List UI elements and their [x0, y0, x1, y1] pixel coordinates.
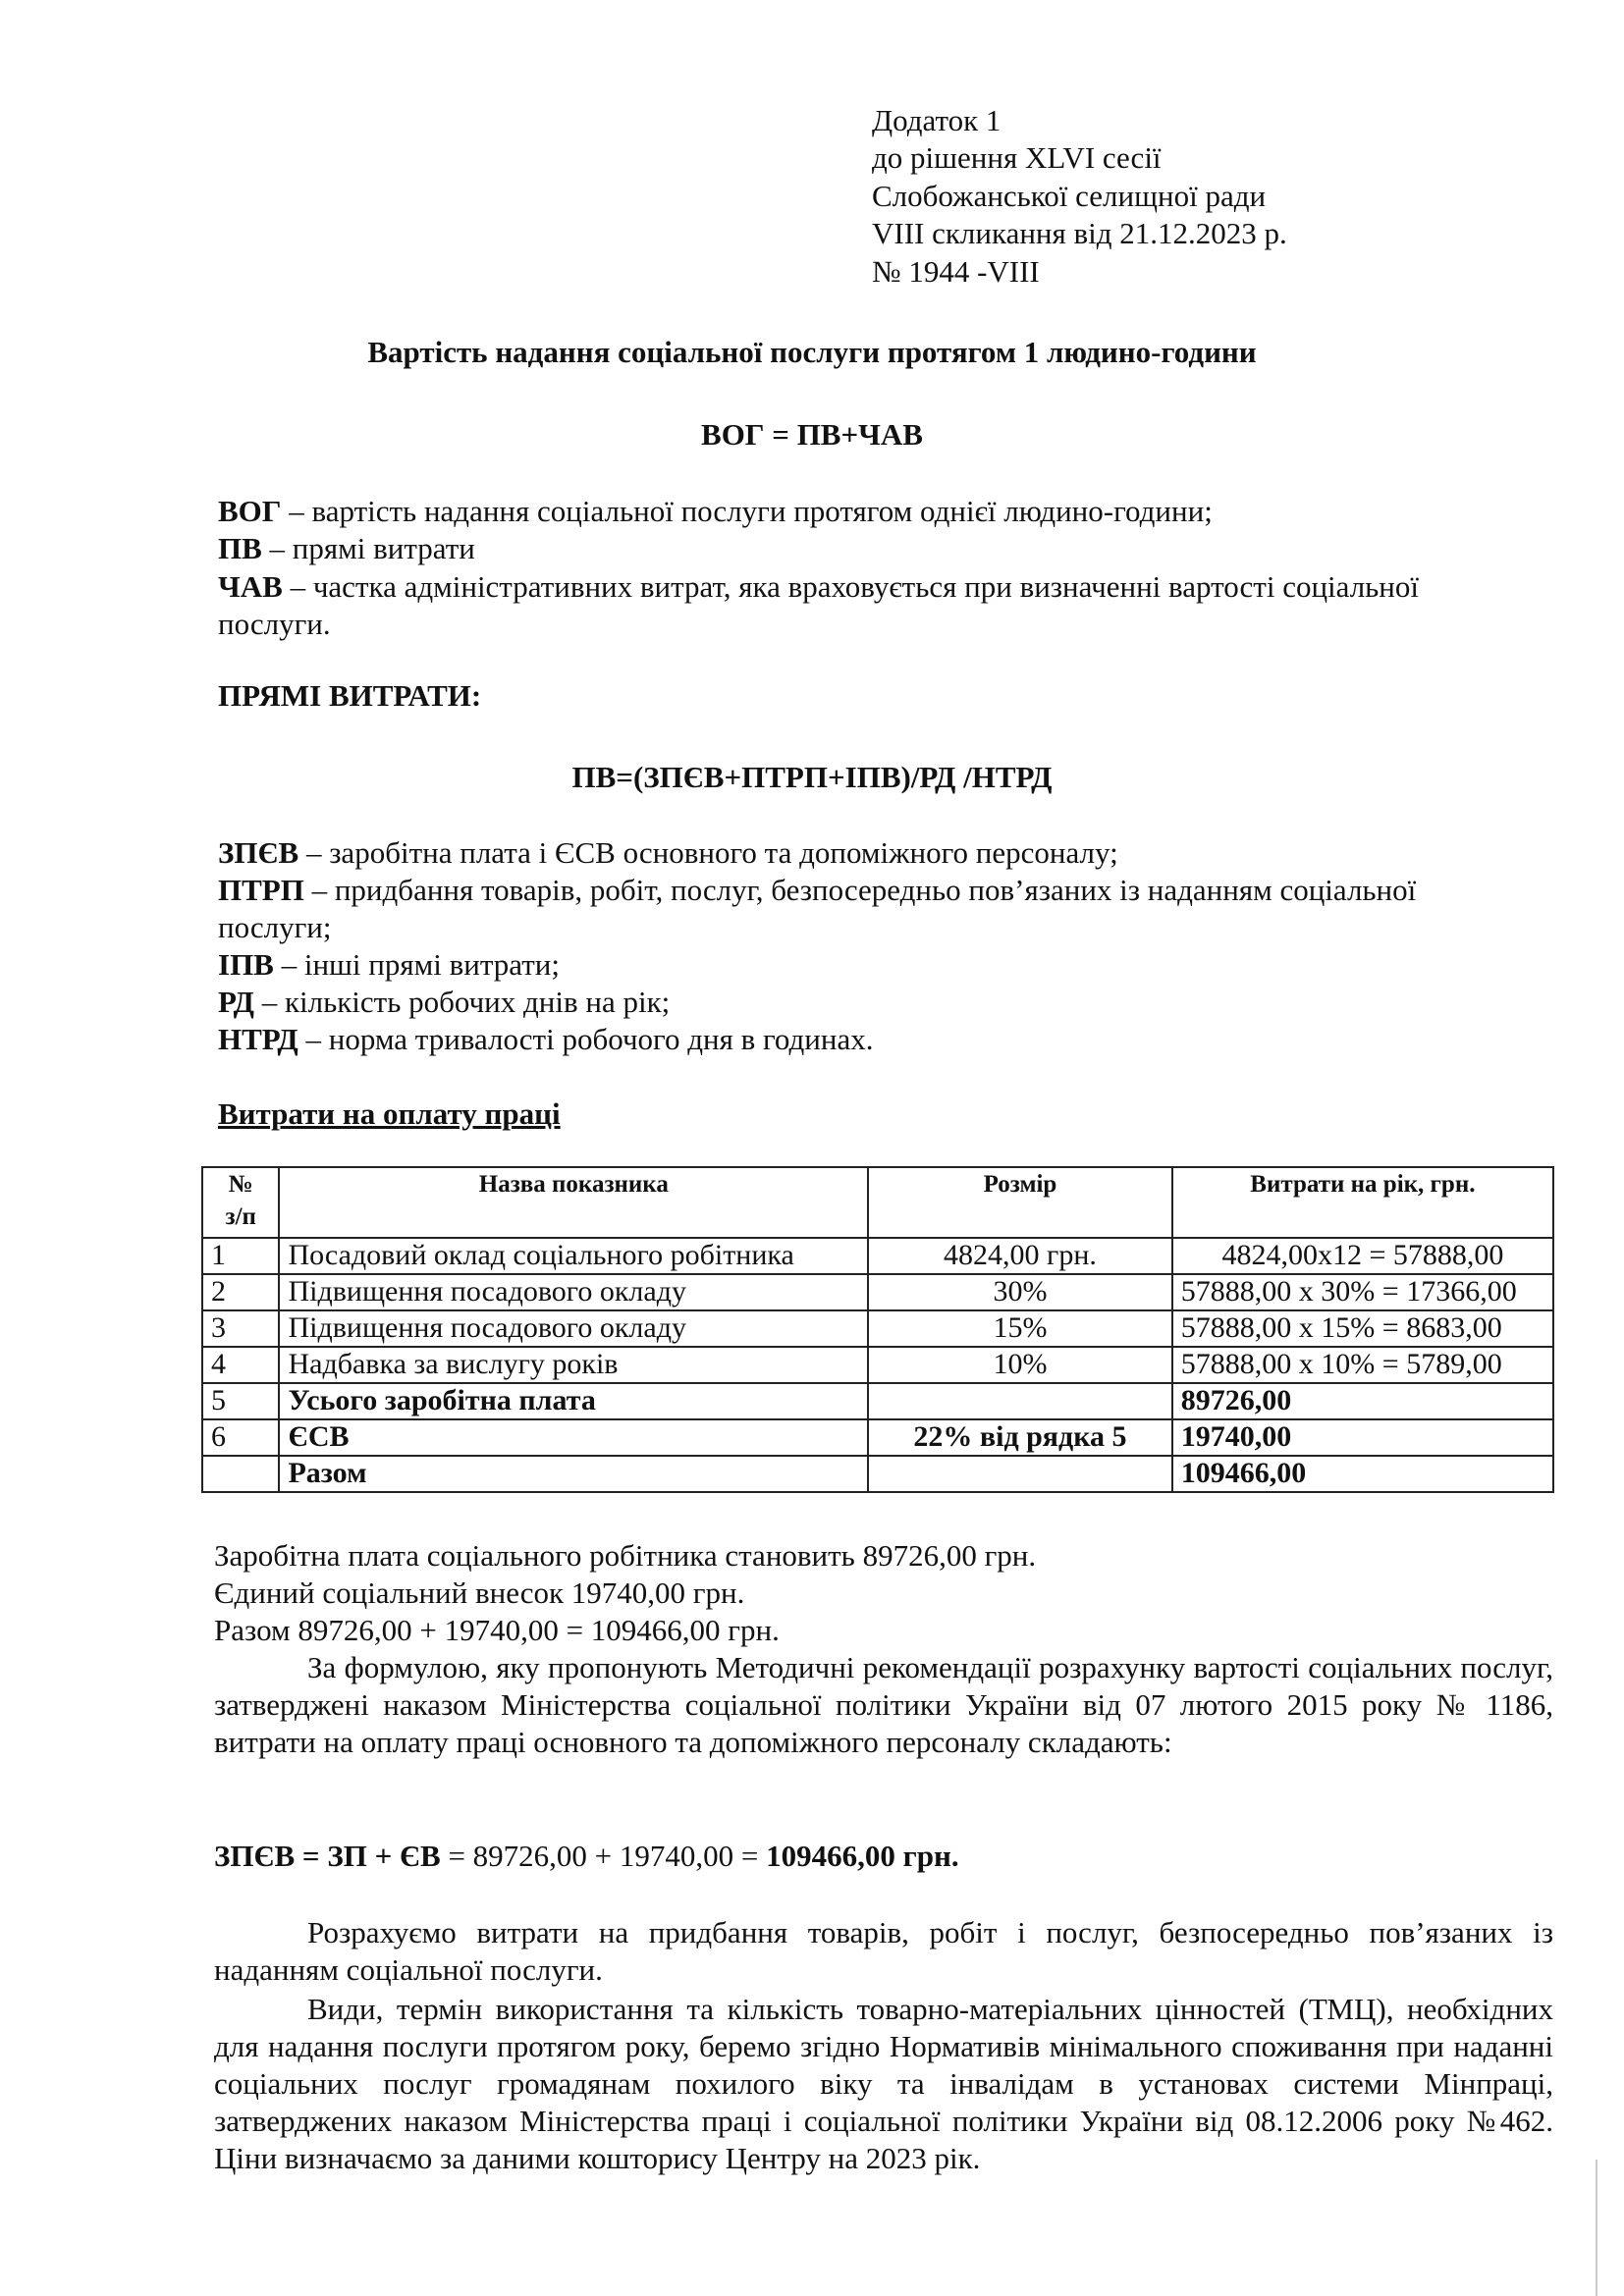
cell-name: ЄСВ: [279, 1419, 868, 1456]
summary-total: Разом 89726,00 + 19740,00 = 109466,00 грн.: [214, 1613, 780, 1647]
def-term: РД: [218, 985, 254, 1019]
table-row: [202, 1274, 1553, 1310]
scan-edge-line: [1596, 2160, 1597, 2296]
table-row-total: [202, 1456, 1553, 1492]
cell-cost: 89726,00: [1172, 1383, 1553, 1419]
cell-cost: 57888,00 х 15% = 8683,00: [1172, 1310, 1553, 1347]
table-row: [202, 1238, 1553, 1274]
cell-name: Надбавка за вислугу років: [279, 1347, 868, 1383]
cell-name: Усього заробітна плата: [279, 1383, 868, 1419]
formula-mid: = 89726,00 + 19740,00 =: [440, 1839, 767, 1873]
summary-salary: Заробітна плата соціального робітника становить 89726,00 грн.: [214, 1538, 1037, 1573]
cell-cost: 57888,00 х 10% = 5789,00: [1172, 1347, 1553, 1383]
labor-costs-table: [201, 1166, 1554, 1493]
cell-size: 10%: [868, 1347, 1172, 1383]
cell-cost: 57888,00 х 30% = 17366,00: [1172, 1274, 1553, 1310]
header-cost: Витрати на рік, грн.: [1172, 1167, 1553, 1238]
cell-size: 30%: [868, 1274, 1172, 1310]
document-title: Вартість надання соціальної послуги протягом 1 людино-години: [367, 335, 1257, 369]
cell-num: 2: [202, 1274, 279, 1310]
cell-name: Підвищення посадового окладу: [279, 1310, 868, 1347]
def-vog: [218, 493, 1213, 530]
def-zpev: [218, 834, 1118, 872]
def-text: – заробітна плата і ЄСВ основного та допоміжного персоналу;: [298, 835, 1118, 870]
cell-name: Підвищення посадового окладу: [279, 1274, 868, 1310]
cell-name: Разом: [279, 1456, 868, 1492]
cell-size: 15%: [868, 1310, 1172, 1347]
section-labor-costs: Витрати на оплату праці: [218, 1096, 561, 1131]
header-size: Розмір: [868, 1167, 1172, 1238]
def-text: – придбання товарів, робіт, послуг, безпосередньо пов’язаних із наданням соціальної: [303, 873, 1417, 907]
section-direct-costs: ПРЯМІ ВИТРАТИ:: [218, 678, 482, 713]
def-ipv: [218, 946, 560, 984]
def-text: – вартість надання соціальної послуги протягом однієї людино-години;: [281, 494, 1213, 528]
header-line-2: до рішення XLVI сесії: [872, 140, 1162, 175]
cell-name: Посадовий оклад соціального робітника: [279, 1238, 868, 1274]
cell-size: [868, 1383, 1172, 1419]
def-term: ІПВ: [218, 947, 274, 982]
header-line-4: VIII скликання від 21.12.2023 р.: [872, 216, 1287, 250]
def-text: – інші прямі витрати;: [273, 947, 560, 982]
def-chav-tail: послуги.: [218, 607, 331, 641]
def-ptrp: [218, 872, 1416, 909]
cell-size: 4824,00 грн.: [868, 1238, 1172, 1274]
formula-lhs: ЗПЄВ = ЗП + ЄВ: [214, 1839, 441, 1873]
formula-zpev: [214, 1838, 959, 1875]
header-name: Назва показника: [279, 1167, 868, 1238]
def-rd: [218, 984, 670, 1021]
def-ptrp-tail: послуги;: [218, 910, 332, 944]
paragraph-norms: Види, термін використання та кількість товарно-матеріальних цінностей (ТМЦ), необхідних для надання послуги протягом року, беремо згідно Нормативів мінімального споживання при наданні соціальних послуг громадянам похилого віку та інвалідам в установах системи Мінпраці, затверджених наказом Міністерства праці і соціальної політики України від 08.12.2006 року №462. Ціни визначаємо за даними кошторису Центру на 2023 рік.: [214, 1992, 1553, 2175]
table-row-total-salary: [202, 1383, 1553, 1419]
def-chav: [218, 568, 1553, 606]
cell-cost: 4824,00х12 = 57888,00: [1172, 1238, 1553, 1274]
cell-num: 3: [202, 1310, 279, 1347]
def-term: ПВ: [218, 531, 262, 565]
table-row-esv: [202, 1419, 1553, 1456]
def-text: – норма тривалості робочого дня в годинах.: [298, 1022, 874, 1056]
def-term: ВОГ: [218, 494, 282, 528]
paragraph-method: За формулою, яку пропонують Методичні рекомендації розрахунку вартості соціальних послуг, затверджені наказом Міністерства соціальної політики України від 07 лютого 2015 року № 1186, витрати на оплату праці основного та допоміжного персоналу складають:: [214, 1650, 1553, 1759]
def-term: НТРД: [218, 1022, 298, 1056]
table-row: [202, 1347, 1553, 1383]
def-term: ПТРП: [218, 873, 304, 907]
cell-cost: 19740,00: [1172, 1419, 1553, 1456]
header-line-1: Додаток 1: [872, 103, 1001, 137]
cell-size: [868, 1456, 1172, 1492]
cell-size: 22% від рядка 5: [868, 1419, 1172, 1456]
table-row: [202, 1310, 1553, 1347]
paragraph-goods: Розрахуємо витрати на придбання товарів, робіт і послуг, безпосередньо пов’язаних із наданням соціальної послуги.: [214, 1915, 1553, 1987]
cell-num: 1: [202, 1238, 279, 1274]
cell-num: [202, 1456, 279, 1492]
header-num: № з/п: [202, 1167, 279, 1238]
cell-num: 6: [202, 1419, 279, 1456]
header-line-3: Слобожанської селищної ради: [872, 179, 1267, 213]
header-line-5: № 1944 -VIII: [872, 254, 1040, 289]
def-pv: [218, 530, 475, 567]
summary-esv: Єдиний соціальний внесок 19740,00 грн.: [214, 1575, 745, 1610]
cell-num: 4: [202, 1347, 279, 1383]
formula-vog: ВОГ = ПВ+ЧАВ: [701, 417, 923, 452]
formula-result: 109466,00 грн.: [766, 1839, 959, 1873]
def-text: – кількість робочих днів на рік;: [253, 985, 671, 1019]
cell-num: 5: [202, 1383, 279, 1419]
cell-cost: 109466,00: [1172, 1456, 1553, 1492]
def-ntrd: [218, 1021, 874, 1058]
def-term: ЧАВ: [218, 569, 283, 604]
formula-pv: ПВ=(ЗПЄВ+ПТРП+ІПВ)/РД /НТРД: [571, 760, 1053, 794]
def-text: – частка адміністративних витрат, яка враховується при визначенні вартості соціальної: [282, 569, 1419, 604]
def-term: ЗПЄВ: [218, 835, 299, 870]
table-header-row: [202, 1167, 1553, 1238]
def-text: – прямі витрати: [261, 531, 475, 565]
